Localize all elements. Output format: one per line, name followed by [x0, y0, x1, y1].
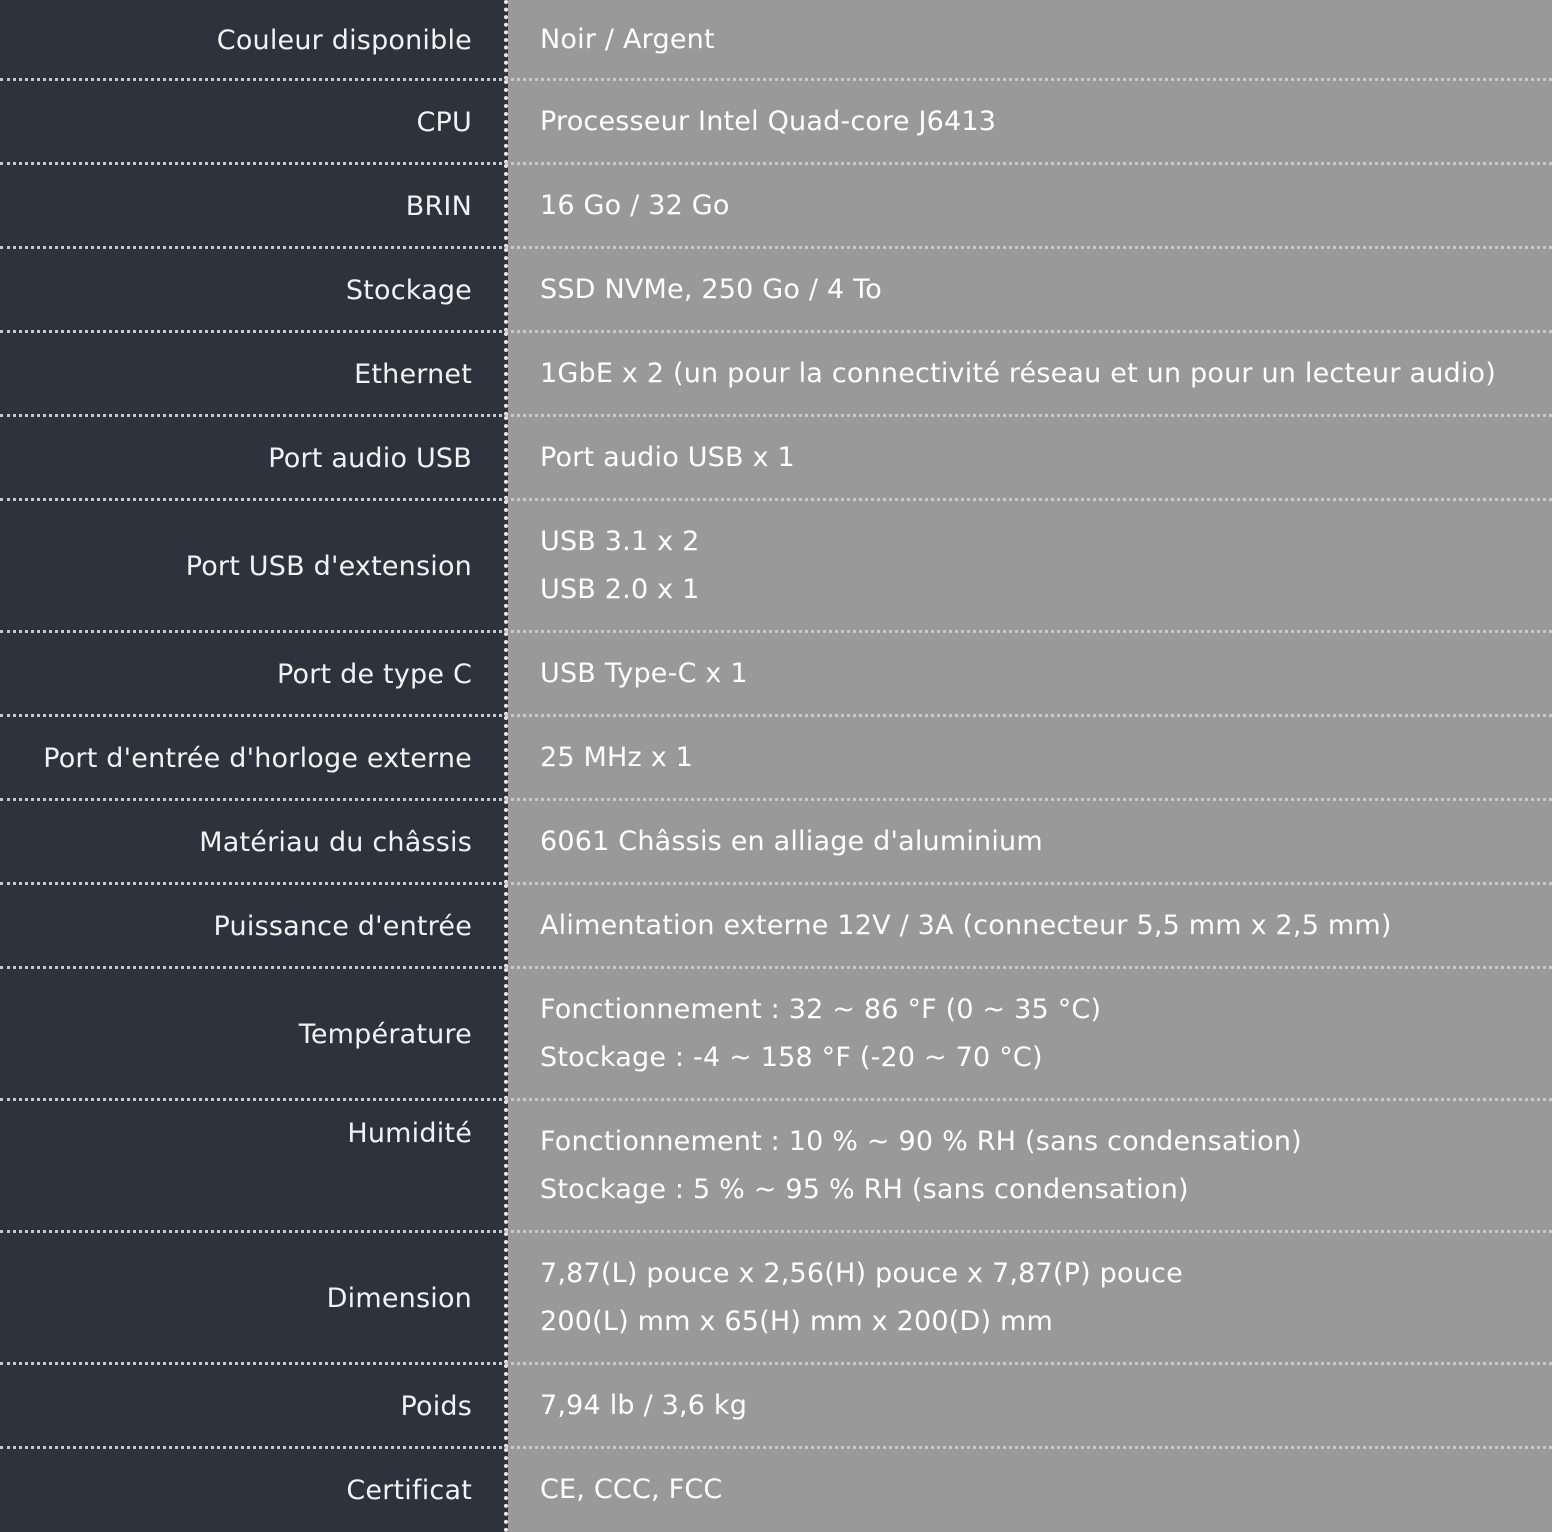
spec-label: CPU [0, 80, 508, 164]
spec-value [508, 164, 1552, 248]
spec-value [508, 1232, 1552, 1364]
spec-value [508, 1448, 1552, 1532]
spec-value [508, 332, 1552, 416]
spec-value [508, 0, 1552, 80]
spec-label: Poids [0, 1364, 508, 1448]
spec-row-ethernet [0, 332, 1552, 416]
spec-label: Dimension [0, 1232, 508, 1364]
spec-value [508, 248, 1552, 332]
spec-label: Port d'entrée d'horloge externe [0, 716, 508, 800]
spec-value [508, 632, 1552, 716]
spec-value [508, 1364, 1552, 1448]
spec-label: BRIN [0, 164, 508, 248]
spec-label: Stockage [0, 248, 508, 332]
spec-row-type-c [0, 632, 1552, 716]
spec-value-line: SSD NVMe, 250 Go / 4 To [540, 274, 882, 305]
spec-label: Température [0, 968, 508, 1100]
spec-label: Matériau du châssis [0, 800, 508, 884]
spec-value-line: Noir / Argent [540, 24, 715, 55]
spec-label: Couleur disponible [0, 0, 508, 80]
spec-label: Ethernet [0, 332, 508, 416]
spec-value-line: 1GbE x 2 (un pour la connectivité réseau et un pour un lecteur audio) [540, 358, 1497, 389]
spec-value-line: 200(L) mm x 65(H) mm x 200(D) mm [540, 1306, 1054, 1337]
spec-label: Certificat [0, 1448, 508, 1532]
spec-row-ram [0, 164, 1552, 248]
spec-value-line: Alimentation externe 12V / 3A (connecteur 5,5 mm x 2,5 mm) [540, 910, 1392, 941]
spec-value [508, 80, 1552, 164]
spec-value-line: 6061 Châssis en alliage d'aluminium [540, 826, 1043, 857]
spec-row-humidity [0, 1100, 1552, 1232]
spec-row-certificate [0, 1448, 1552, 1532]
spec-value [508, 884, 1552, 968]
spec-value-line: USB 2.0 x 1 [540, 574, 700, 605]
spec-value [508, 968, 1552, 1100]
spec-row-usb-audio [0, 416, 1552, 500]
spec-value-line: Fonctionnement : 32 ~ 86 °F (0 ~ 35 °C) [540, 994, 1102, 1025]
spec-value-line: CE, CCC, FCC [540, 1474, 723, 1505]
spec-value-line: Stockage : -4 ~ 158 °F (-20 ~ 70 °C) [540, 1042, 1043, 1073]
spec-value [508, 1100, 1552, 1232]
spec-row-chassis [0, 800, 1552, 884]
spec-row-storage [0, 248, 1552, 332]
spec-value [508, 716, 1552, 800]
spec-value [508, 800, 1552, 884]
spec-row-temperature [0, 968, 1552, 1100]
spec-value-line: USB Type-C x 1 [540, 658, 748, 689]
spec-label: Port USB d'extension [0, 500, 508, 632]
spec-value-line: 16 Go / 32 Go [540, 190, 730, 221]
spec-row-power [0, 884, 1552, 968]
spec-row-color [0, 0, 1552, 80]
spec-value-line: Port audio USB x 1 [540, 442, 795, 473]
spec-value [508, 416, 1552, 500]
spec-row-dimension [0, 1232, 1552, 1364]
spec-value-line: 25 MHz x 1 [540, 742, 694, 773]
spec-row-cpu [0, 80, 1552, 164]
spec-value-line: Fonctionnement : 10 % ~ 90 % RH (sans condensation) [540, 1126, 1302, 1157]
spec-value-line: Processeur Intel Quad-core J6413 [540, 106, 997, 137]
spec-value-line: USB 3.1 x 2 [540, 526, 700, 557]
spec-label: Humidité [0, 1100, 508, 1232]
spec-label: Puissance d'entrée [0, 884, 508, 968]
spec-value-line: 7,94 lb / 3,6 kg [540, 1390, 748, 1421]
spec-row-weight [0, 1364, 1552, 1448]
spec-value-line: Stockage : 5 % ~ 95 % RH (sans condensation) [540, 1174, 1189, 1205]
spec-value [508, 500, 1552, 632]
spec-label: Port audio USB [0, 416, 508, 500]
spec-row-usb-extension [0, 500, 1552, 632]
spec-row-clock-input [0, 716, 1552, 800]
spec-label: Port de type C [0, 632, 508, 716]
spec-value-line: 7,87(L) pouce x 2,56(H) pouce x 7,87(P) pouce [540, 1258, 1183, 1289]
